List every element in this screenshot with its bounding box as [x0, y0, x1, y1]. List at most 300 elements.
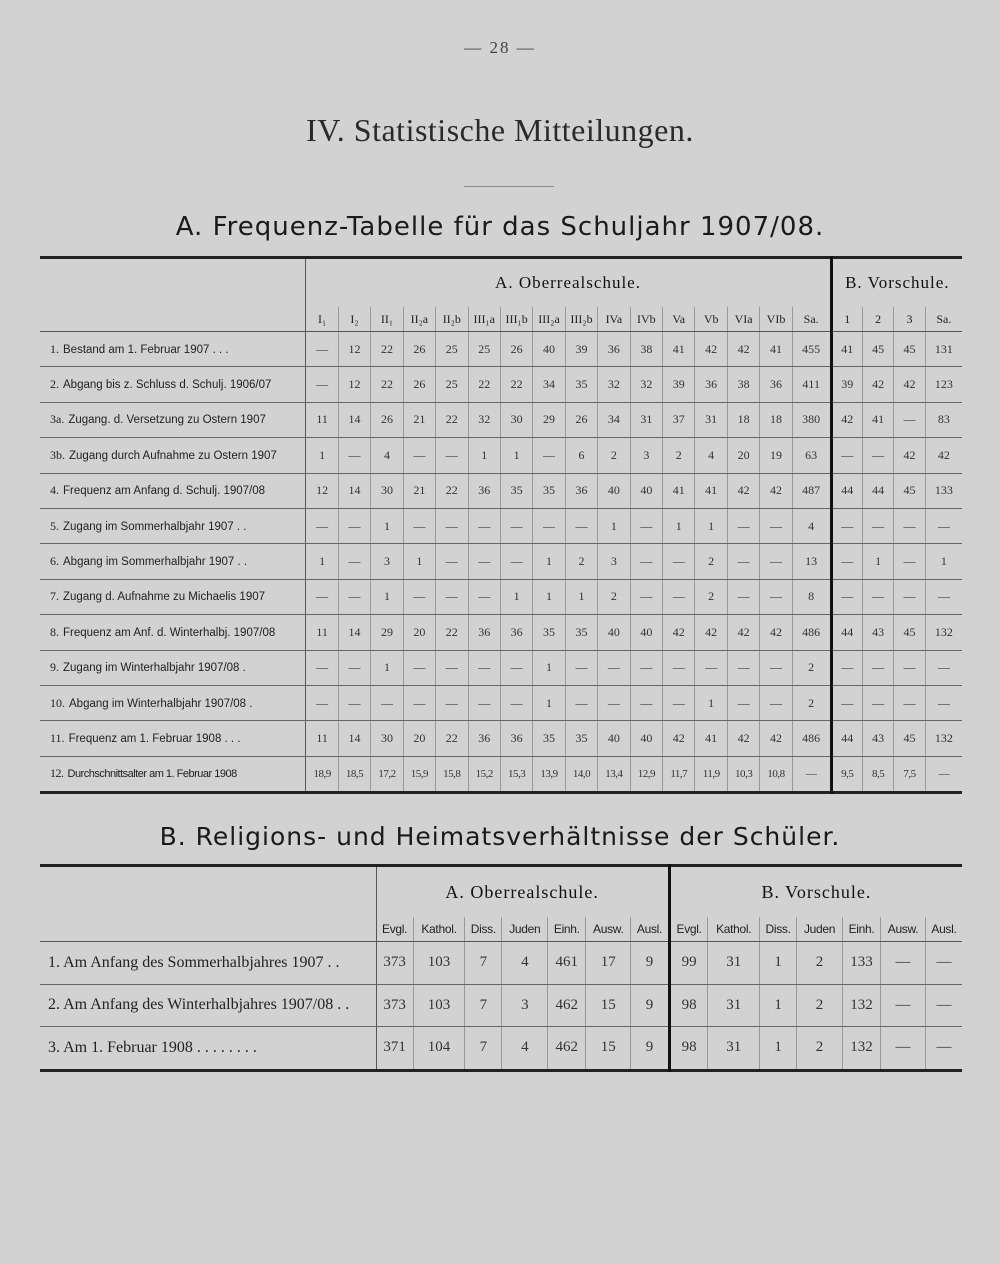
table-cell: 2 [565, 544, 597, 579]
table-cell: 45 [894, 615, 925, 650]
table-cell: 4 [502, 1027, 548, 1071]
table-cell: — [862, 579, 893, 614]
table-cell: 34 [533, 367, 565, 402]
table-cell: 9 [631, 1027, 670, 1071]
table-cell: — [436, 579, 468, 614]
table-cell: 42 [727, 721, 759, 756]
table-cell: 103 [413, 942, 465, 985]
table-cell: 25 [436, 367, 468, 402]
table-cell: — [862, 650, 893, 685]
table-cell: — [925, 756, 962, 792]
row-number: 2. [50, 377, 59, 392]
table-cell: 31 [708, 984, 760, 1027]
table-cell: 1 [663, 508, 695, 543]
row-label-text: Zugang d. Aufnahme zu Michaelis 1907 [63, 591, 266, 604]
table-cell: 10,8 [760, 756, 792, 792]
table-cell: 9 [631, 942, 670, 985]
table-cell: 133 [925, 473, 962, 508]
table-cell: 15,8 [436, 756, 468, 792]
table-cell: 14 [338, 615, 370, 650]
column-header: III₂b [565, 307, 597, 332]
table-cell: 42 [925, 438, 962, 473]
table-cell: — [663, 544, 695, 579]
table-cell: 103 [413, 984, 465, 1027]
table-cell: 42 [760, 721, 792, 756]
table-cell: 1 [598, 508, 630, 543]
table-cell: 35 [533, 615, 565, 650]
row-number: 5. [50, 518, 59, 533]
row-number: 1. [50, 341, 59, 356]
row-number: 11. [50, 730, 65, 745]
table-cell: 2 [663, 438, 695, 473]
table-cell: 41 [663, 332, 695, 367]
section-title: IV. Statistische Mitteilungen. [306, 112, 694, 148]
table-cell: — [338, 544, 370, 579]
table-cell: 99 [669, 942, 708, 985]
table-cell: — [338, 438, 370, 473]
table-cell: 10,3 [727, 756, 759, 792]
table-cell: — [436, 650, 468, 685]
table-cell: 25 [436, 332, 468, 367]
table-cell: 35 [565, 615, 597, 650]
table-cell: 11 [306, 721, 338, 756]
column-header: 2 [862, 307, 893, 332]
row-label [40, 438, 306, 473]
table-cell: 41 [663, 473, 695, 508]
table-cell: 45 [894, 332, 925, 367]
table-cell: — [925, 650, 962, 685]
row-number: 10. [50, 695, 65, 710]
table-cell: 3 [502, 984, 548, 1027]
column-header: Kathol. [413, 917, 465, 942]
table-cell: 42 [894, 367, 925, 402]
column-header: Einh. [842, 917, 880, 942]
table-cell: 26 [403, 367, 435, 402]
table-cell: — [403, 650, 435, 685]
row-label [40, 367, 306, 402]
table-cell: 18,5 [338, 756, 370, 792]
table-cell: 29 [371, 615, 403, 650]
table-cell: 19 [760, 438, 792, 473]
table-cell: — [565, 650, 597, 685]
table-cell: — [338, 650, 370, 685]
table-cell: 36 [760, 367, 792, 402]
table-cell: — [338, 508, 370, 543]
table-cell: 39 [831, 367, 862, 402]
table-cell: — [436, 544, 468, 579]
table-cell: 2 [695, 544, 727, 579]
table-cell: 22 [500, 367, 532, 402]
table-cell: 42 [760, 473, 792, 508]
table-cell: 31 [708, 1027, 760, 1071]
table-cell: 26 [371, 402, 403, 437]
table-cell: 36 [695, 367, 727, 402]
table-cell: 20 [403, 615, 435, 650]
religion-table-heading: B. Religions- und Heimatsverhältnisse der Schüler. [159, 822, 841, 851]
table-row [40, 402, 962, 437]
column-header: VIa [727, 307, 759, 332]
column-header: Ausw. [586, 917, 631, 942]
row-label-text: Frequenz am 1. Februar 1908 . . . [68, 732, 241, 745]
table-cell: 35 [533, 473, 565, 508]
table-cell: — [436, 438, 468, 473]
table-cell: 15 [586, 984, 631, 1027]
table-cell: 40 [533, 332, 565, 367]
row-label: 2. Am Anfang des Winterhalbjahres 1907/08 . . [40, 984, 376, 1027]
table-cell: 15,3 [500, 756, 532, 792]
table-cell: — [338, 685, 370, 720]
table-cell: 3 [598, 544, 630, 579]
table-cell: 411 [792, 367, 831, 402]
table-cell: 42 [695, 615, 727, 650]
table-cell: 123 [925, 367, 962, 402]
table-cell: 14 [338, 721, 370, 756]
table-cell: 31 [630, 402, 662, 437]
table-cell: 42 [663, 721, 695, 756]
table-cell: — [436, 685, 468, 720]
table-cell: 7 [465, 984, 502, 1027]
column-header: 3 [894, 307, 925, 332]
table-cell: 42 [862, 367, 893, 402]
table-cell: 11,7 [663, 756, 695, 792]
column-header: Diss. [759, 917, 796, 942]
table-cell: — [831, 544, 862, 579]
table-cell: 373 [376, 984, 413, 1027]
table-row [40, 473, 962, 508]
table-row [40, 721, 962, 756]
table-cell: 31 [695, 402, 727, 437]
table-cell: 13,9 [533, 756, 565, 792]
column-header: Kathol. [708, 917, 760, 942]
column-header: III₁a [468, 307, 500, 332]
table-cell: — [663, 650, 695, 685]
column-header: I₂ [338, 307, 370, 332]
table-cell: 42 [663, 615, 695, 650]
table-row [40, 544, 962, 579]
table-cell: 1 [533, 685, 565, 720]
row-label [40, 402, 306, 437]
table-cell: 40 [630, 473, 662, 508]
row-label [40, 756, 306, 792]
table-row [40, 615, 962, 650]
table-cell: 40 [630, 721, 662, 756]
column-header: I₁ [306, 307, 338, 332]
table-cell: — [792, 756, 831, 792]
table-cell: 1 [862, 544, 893, 579]
table-cell: — [894, 508, 925, 543]
table-cell: 42 [727, 473, 759, 508]
table-cell: — [403, 438, 435, 473]
column-header: 1 [831, 307, 862, 332]
table-cell: 4 [371, 438, 403, 473]
table-cell: 22 [371, 332, 403, 367]
table-cell: — [760, 508, 792, 543]
table-cell: — [727, 650, 759, 685]
table-cell: 30 [500, 402, 532, 437]
religion-table [40, 864, 962, 1072]
table-cell: — [468, 544, 500, 579]
table-cell: 133 [842, 942, 880, 985]
table-cell: 26 [403, 332, 435, 367]
table-cell: 11 [306, 402, 338, 437]
table-cell: 18 [760, 402, 792, 437]
frequency-table [40, 256, 962, 794]
column-header: Juden [502, 917, 548, 942]
table-cell: — [881, 984, 926, 1027]
table-cell: 25 [468, 332, 500, 367]
table-row [40, 650, 962, 685]
table-cell: — [881, 1027, 926, 1071]
table-cell: — [500, 544, 532, 579]
table-cell: 8 [792, 579, 831, 614]
row-label-text: Zugang. d. Versetzung zu Ostern 1907 [68, 414, 266, 427]
row-label-text: Abgang im Sommerhalbjahr 1907 . . [63, 556, 248, 569]
row-label [40, 615, 306, 650]
table-cell: — [565, 685, 597, 720]
row-label-text: Durchschnittsalter am 1. Februar 1908 [67, 768, 237, 781]
table-cell: 14,0 [565, 756, 597, 792]
table-cell: 1 [695, 685, 727, 720]
table-cell: 12 [338, 332, 370, 367]
table-cell: 373 [376, 942, 413, 985]
table-cell: — [925, 685, 962, 720]
column-header: Juden [797, 917, 843, 942]
row-number: 7. [50, 589, 59, 604]
table-cell: 36 [468, 615, 500, 650]
table-cell: 18 [727, 402, 759, 437]
table-cell: 35 [533, 721, 565, 756]
table-cell: — [727, 579, 759, 614]
table-cell: 22 [436, 721, 468, 756]
row-number: 12. [50, 766, 64, 781]
table-cell: 17,2 [371, 756, 403, 792]
table-cell: — [727, 685, 759, 720]
table-cell: 2 [792, 685, 831, 720]
table-cell: 42 [727, 332, 759, 367]
table-cell: — [468, 650, 500, 685]
table-cell: 8,5 [862, 756, 893, 792]
column-header: Vb [695, 307, 727, 332]
table-cell: 1 [759, 1027, 796, 1071]
table-cell: 44 [831, 615, 862, 650]
table-cell: 462 [548, 1027, 586, 1071]
table-cell: 1 [371, 579, 403, 614]
table-cell: 45 [894, 473, 925, 508]
table-cell: 1 [371, 650, 403, 685]
table-cell: 36 [500, 615, 532, 650]
table-cell: — [760, 544, 792, 579]
row-number: 3b. [50, 447, 65, 462]
row-label: 3. Am 1. Februar 1908 . . . . . . . . [48, 1038, 257, 1056]
table-cell: 11,9 [695, 756, 727, 792]
table-cell: 11 [306, 615, 338, 650]
table-cell: 12 [338, 367, 370, 402]
row-label: 1. Am Anfang des Sommerhalbjahres 1907 . . [40, 942, 376, 985]
table-cell: 21 [403, 402, 435, 437]
table-cell: — [695, 650, 727, 685]
column-header: VIb [760, 307, 792, 332]
table-cell: 1 [565, 579, 597, 614]
table-row [40, 438, 962, 473]
table-cell: 22 [436, 473, 468, 508]
table-row [40, 508, 962, 543]
group-header-oberrealschule: A. Oberrealschule. [376, 866, 669, 918]
table-cell: 4 [792, 508, 831, 543]
table-row [40, 367, 962, 402]
table-row [40, 579, 962, 614]
table-cell: 461 [548, 942, 586, 985]
header-blank [40, 307, 306, 332]
table-cell: 35 [565, 721, 597, 756]
table-cell: 132 [925, 615, 962, 650]
table-cell: — [630, 685, 662, 720]
column-header: II₁ [371, 307, 403, 332]
table-cell: 14 [338, 473, 370, 508]
table-cell: 41 [862, 402, 893, 437]
table-cell: 1 [500, 579, 532, 614]
table-cell: 1 [533, 650, 565, 685]
table-cell: — [925, 984, 962, 1027]
table-cell: 44 [862, 473, 893, 508]
table-cell: 486 [792, 615, 831, 650]
table-cell: 4 [695, 438, 727, 473]
table-cell: 2 [792, 650, 831, 685]
table-cell: — [338, 579, 370, 614]
table-cell: 40 [630, 615, 662, 650]
table-cell: 37 [663, 402, 695, 437]
table-cell: 1 [533, 544, 565, 579]
table-cell: — [533, 438, 565, 473]
table-cell: 1 [759, 942, 796, 985]
table-cell: 3 [371, 544, 403, 579]
table-cell: — [468, 508, 500, 543]
table-cell: 22 [436, 615, 468, 650]
table-cell: 41 [760, 332, 792, 367]
table-cell: — [894, 650, 925, 685]
table-cell: — [630, 544, 662, 579]
table-cell: 1 [533, 579, 565, 614]
table-cell: 41 [831, 332, 862, 367]
table-cell: 41 [695, 473, 727, 508]
table-cell: 15,2 [468, 756, 500, 792]
table-cell: 31 [708, 942, 760, 985]
table-cell: 39 [565, 332, 597, 367]
table-cell: 36 [598, 332, 630, 367]
table-cell: 45 [862, 332, 893, 367]
column-header: II₂a [403, 307, 435, 332]
table-cell: — [894, 685, 925, 720]
table-cell: — [306, 367, 338, 402]
table-cell: 40 [598, 615, 630, 650]
table-cell: 32 [598, 367, 630, 402]
table-cell: 1 [306, 438, 338, 473]
column-header: Ausw. [881, 917, 926, 942]
table-cell: 12 [306, 473, 338, 508]
table-cell: 1 [468, 438, 500, 473]
table-cell: 44 [831, 721, 862, 756]
table-cell: — [831, 685, 862, 720]
column-header: II₂b [436, 307, 468, 332]
column-header: Evgl. [669, 917, 708, 942]
table-cell: — [862, 438, 893, 473]
table-cell: 38 [630, 332, 662, 367]
table-cell: 41 [695, 721, 727, 756]
column-header: Diss. [465, 917, 502, 942]
row-number: 3a. [50, 412, 65, 427]
table-cell: — [306, 508, 338, 543]
row-label-text: Abgang bis z. Schluss d. Schulj. 1906/07 [63, 379, 272, 392]
table-cell: 35 [500, 473, 532, 508]
row-label [40, 544, 306, 579]
header-blank [40, 866, 376, 918]
table-cell: 13 [792, 544, 831, 579]
table-row [40, 756, 962, 792]
table-cell: 40 [598, 473, 630, 508]
table-cell: — [500, 650, 532, 685]
table-cell: — [727, 508, 759, 543]
table-cell: — [894, 402, 925, 437]
table-cell: 104 [413, 1027, 465, 1071]
table-cell: — [403, 508, 435, 543]
table-cell: — [598, 650, 630, 685]
table-cell: 45 [894, 721, 925, 756]
column-header: Ausl. [925, 917, 962, 942]
table-cell: — [500, 685, 532, 720]
table-cell: 7 [465, 942, 502, 985]
table-cell: 13,4 [598, 756, 630, 792]
table-cell: 2 [797, 1027, 843, 1071]
table-cell: 486 [792, 721, 831, 756]
table-cell: 2 [797, 984, 843, 1027]
table-cell: 380 [792, 402, 831, 437]
table-cell: 455 [792, 332, 831, 367]
table-cell: 3 [630, 438, 662, 473]
column-header: Va [663, 307, 695, 332]
table-cell: 36 [468, 721, 500, 756]
table-cell: — [925, 508, 962, 543]
table-cell: — [760, 685, 792, 720]
row-label [40, 508, 306, 543]
column-header: III₁b [500, 307, 532, 332]
table-cell: 22 [371, 367, 403, 402]
table-cell: 1 [759, 984, 796, 1027]
frequency-table-heading: A. Frequenz-Tabelle für das Schuljahr 1907/08. [175, 212, 825, 242]
column-header: Einh. [548, 917, 586, 942]
table-cell: 30 [371, 721, 403, 756]
table-cell: 40 [598, 721, 630, 756]
row-label-text: Frequenz am Anfang d. Schulj. 1907/08 [63, 485, 266, 498]
table-cell: — [881, 942, 926, 985]
table-cell: 12,9 [630, 756, 662, 792]
table-cell: 15 [586, 1027, 631, 1071]
table-cell: 34 [598, 402, 630, 437]
table-cell: 35 [565, 367, 597, 402]
table-cell: 32 [468, 402, 500, 437]
table-cell: 1 [695, 508, 727, 543]
row-label [40, 473, 306, 508]
table-cell: 36 [468, 473, 500, 508]
group-header-vorschule: B. Vorschule. [669, 866, 962, 918]
table-cell: 6 [565, 438, 597, 473]
table-cell: 9,5 [831, 756, 862, 792]
table-cell: — [831, 438, 862, 473]
group-header-vorschule: B. Vorschule. [831, 258, 962, 308]
table-cell: — [925, 942, 962, 985]
table-cell: 26 [565, 402, 597, 437]
table-cell: — [630, 508, 662, 543]
table-cell: 30 [371, 473, 403, 508]
table-cell: 17 [586, 942, 631, 985]
